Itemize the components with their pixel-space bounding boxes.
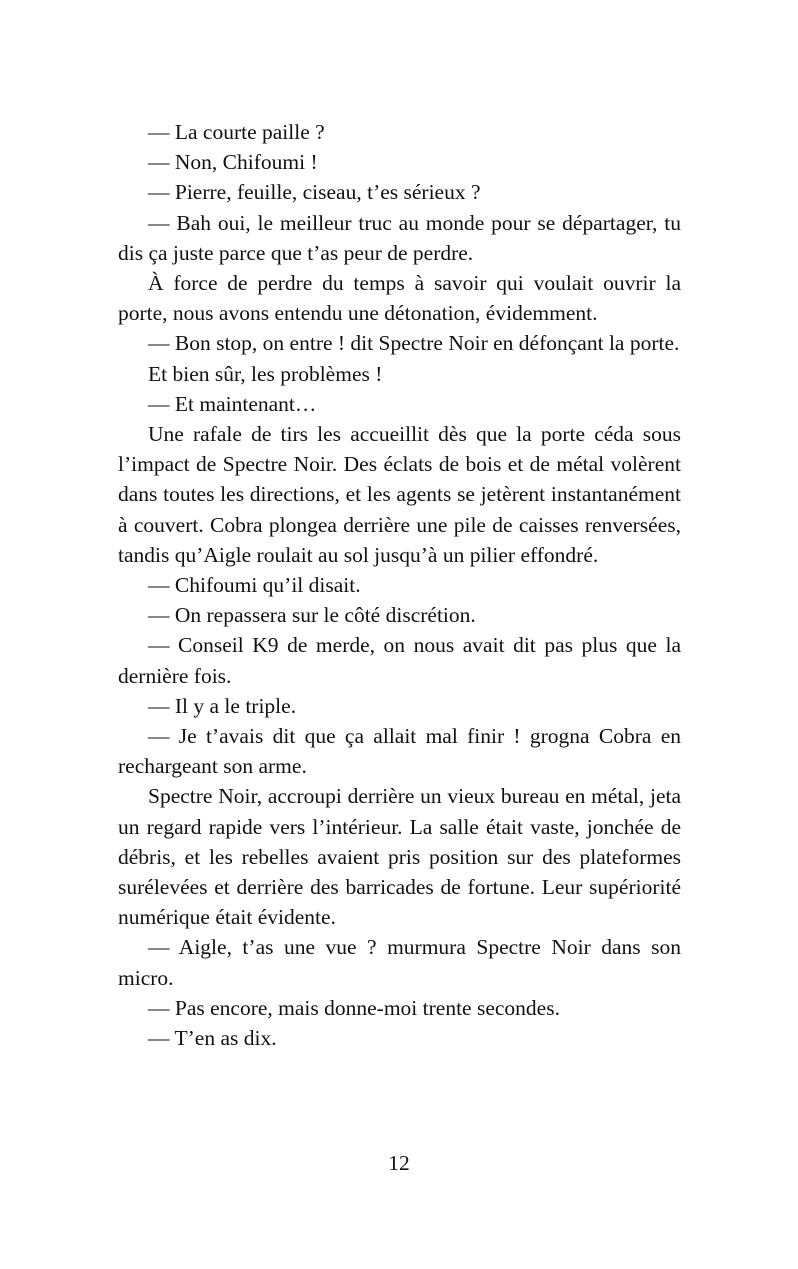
paragraph: — Aigle, t’as une vue ? murmura Spectre Noir dans son micro. (118, 935, 681, 990)
paragraph: — Conseil K9 de merde, on nous avait dit pas plus que la dernière fois. (118, 633, 681, 688)
paragraph: — Bah oui, le meilleur truc au monde pour se départager, tu dis ça juste parce que t’as peur de perdre. (118, 210, 681, 265)
paragraph: À force de perdre du temps à savoir qui voulait ouvrir la porte, nous avons entendu une détonation, évidemment. (118, 271, 681, 326)
paragraph: — Pierre, feuille, ciseau, t’es sérieux ? (148, 180, 481, 205)
paragraph: — Non, Chifoumi ! (148, 150, 318, 175)
paragraph: — La courte paille ? (148, 120, 325, 144)
paragraph: — Je t’avais dit que ça allait mal finir ! grogna Cobra en rechargeant son arme. (118, 724, 681, 779)
paragraph: — T’en as dix. (148, 1026, 277, 1051)
paragraph: — On repassera sur le côté discrétion. (148, 603, 476, 628)
paragraph: — Il y a le triple. (148, 693, 297, 718)
paragraph: Spectre Noir, accroupi derrière un vieux bureau en métal, jeta un regard rapide vers l’intérieur. La salle était vaste, jonchée de débris, et les rebelles avaient pris position sur des plateformes surélevées et derrière des barricades de fortune. Leur supériorité numérique était évidente. (118, 784, 681, 930)
paragraph: Et bien sûr, les problèmes ! (148, 361, 383, 386)
paragraph: — Bon stop, on entre ! dit Spectre Noir en défonçant la porte. (148, 331, 680, 356)
page-number: 12 (388, 1151, 410, 1175)
paragraph: Une rafale de tirs les accueillit dès que la porte céda sous l’impact de Spectre Noir. Des éclats de bois et de métal volèrent dans toutes les directions, et les agents se jetèrent instantanément à couvert. Cobra plongea derrière une pile de caisses renversées, tandis qu’Aigle roulait au sol jusqu’à un pilier effondré. (118, 422, 681, 567)
paragraph: — Chifoumi qu’il disait. (148, 573, 361, 598)
paragraph: — Et maintenant… (148, 391, 317, 416)
page-body-text (118, 117, 681, 1053)
paragraph: — Pas encore, mais donne-moi trente secondes. (148, 995, 560, 1020)
